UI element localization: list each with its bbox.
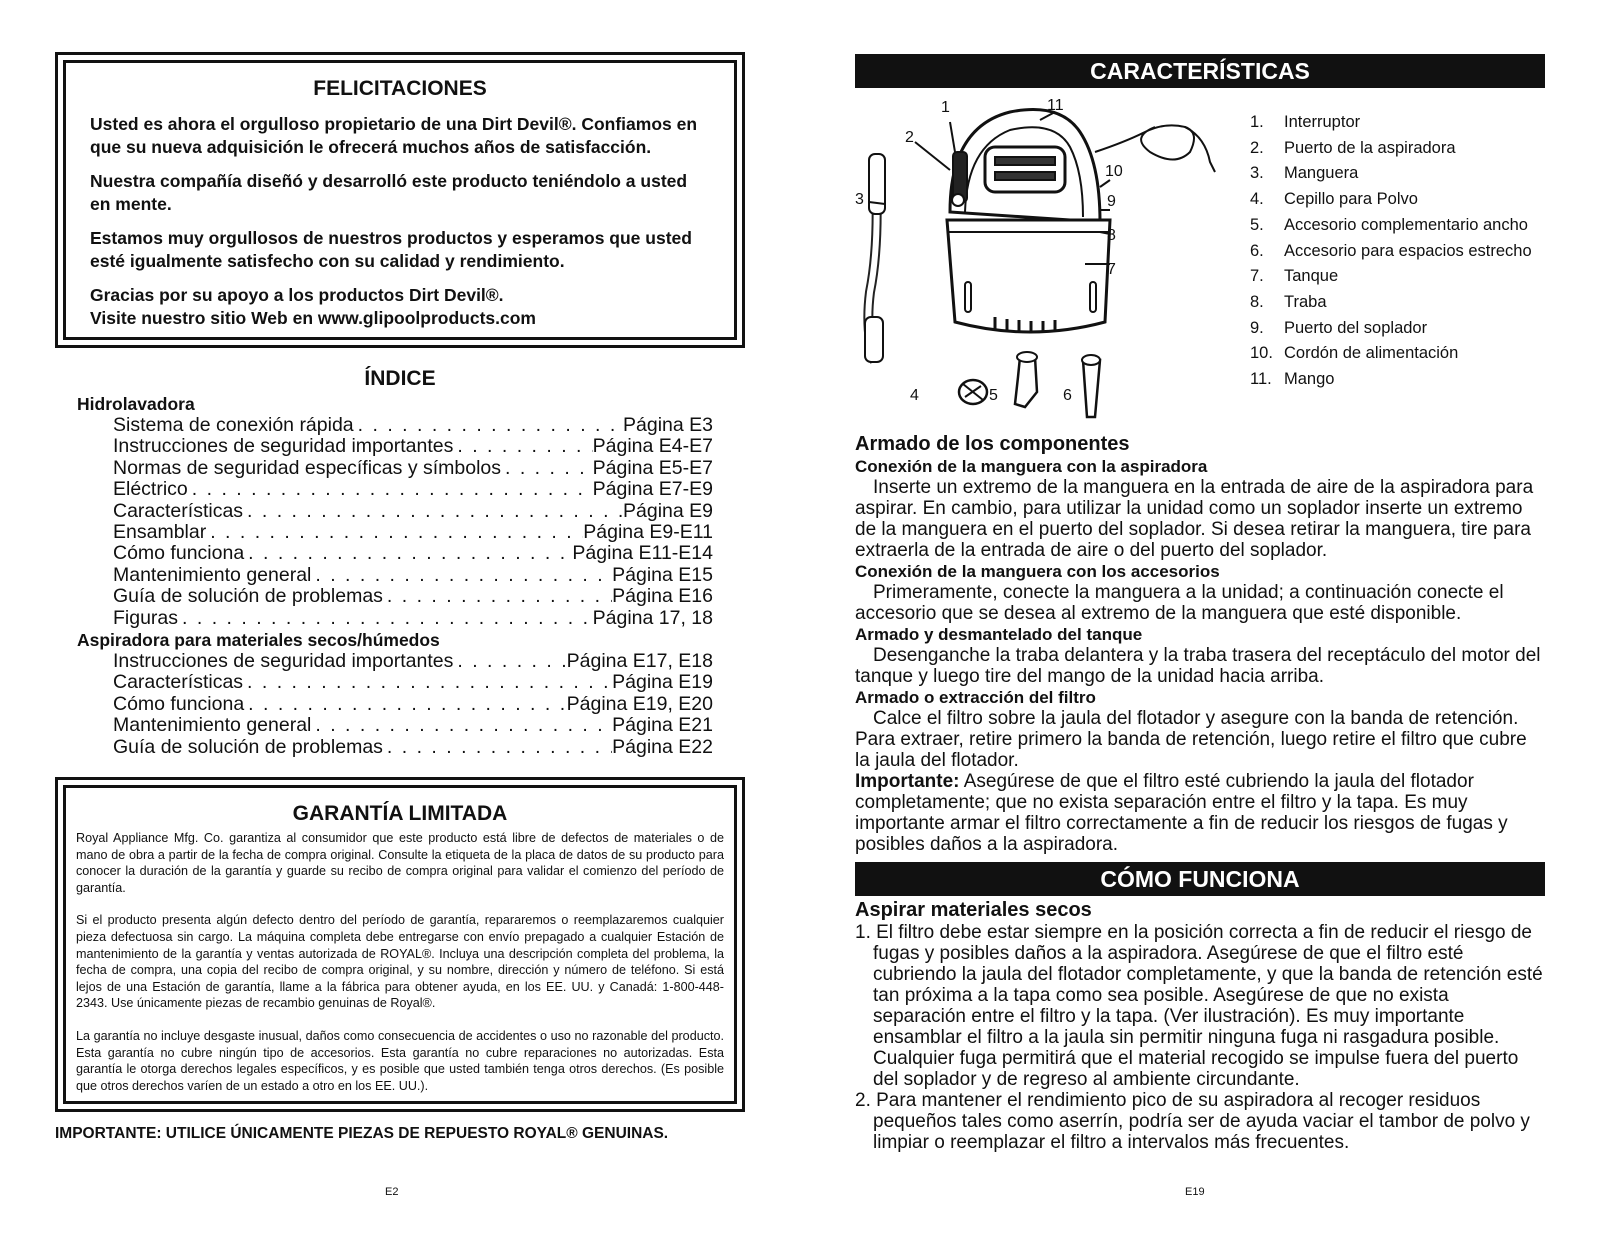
armado-text: Desenganche la traba delantera y la traba trasera del receptáculo del motor del tanque y luego tire del mango de la unidad hacia arriba. xyxy=(855,645,1541,687)
indice-row-page: Página E19, E20 xyxy=(566,693,713,715)
como-item: 2. Para mantener el rendimiento pico de su aspiradora al recoger residuos pequeños tales como aserrín, podría ser de ayuda vaciar el tambor de polvo y limpiar o reemplazar el filtro a intervalos más frecuentes. xyxy=(855,1090,1530,1153)
armado-title: Armado de los componentes xyxy=(855,433,1130,455)
diagram-label-6: 6 xyxy=(1063,387,1072,404)
felicitaciones-title: FELICITACIONES xyxy=(313,77,487,100)
right-page xyxy=(855,0,1545,1237)
indice-row-page: Página E4-E7 xyxy=(592,436,713,458)
indice-row-leader xyxy=(206,522,583,543)
indice-title: ÍNDICE xyxy=(364,367,436,390)
caracteristicas-banner: CARACTERÍSTICAS xyxy=(855,54,1545,88)
indice-row-label: Mantenimiento general xyxy=(113,715,312,737)
felicitaciones-paragraph: Estamos muy orgullosos de nuestros productos y esperamos que usted esté igualmente satisfecho con su calidad y rendimiento. xyxy=(90,228,692,271)
indice-row xyxy=(113,565,713,586)
parts-list-number: 6. xyxy=(1250,241,1264,260)
parts-list-label: Mango xyxy=(1284,370,1335,389)
indice-row-label: Figuras xyxy=(113,607,179,629)
indice-row xyxy=(113,522,713,543)
indice-row-label: Guía de solución de problemas xyxy=(113,586,383,608)
diagram-label-4: 4 xyxy=(910,387,919,404)
parts-list-label: Cordón de alimentación xyxy=(1284,344,1459,363)
indice-row xyxy=(113,458,713,479)
armado-heading: Armado y desmantelado del tanque xyxy=(855,625,1143,644)
parts-list xyxy=(1250,110,1532,393)
importante-note: IMPORTANTE: UTILICE ÚNICAMENTE PIEZAS DE REPUESTO ROYAL® GENUINAS. xyxy=(55,1125,669,1142)
indice-row-label: Características xyxy=(113,500,244,522)
indice-row-label: Guía de solución de problemas xyxy=(113,736,383,758)
como-list xyxy=(855,922,1545,1153)
tank-illustration xyxy=(947,220,1110,332)
indice-row-leader xyxy=(243,501,623,522)
felicitaciones-inner xyxy=(63,60,737,340)
vacuum-diagram xyxy=(855,92,1240,422)
indice-row-leader xyxy=(383,586,612,607)
armado-section xyxy=(855,432,1545,855)
felicitaciones-website: Visite nuestro sitio Web en www.glipoolproducts.com xyxy=(90,308,536,328)
garantia-box xyxy=(55,777,745,1112)
diagram-label-11: 11 xyxy=(1047,97,1064,114)
parts-list-item xyxy=(1250,367,1532,393)
parts-list-number: 11. xyxy=(1250,370,1272,389)
indice-row-label: Cómo funciona xyxy=(113,693,245,715)
wide-tool-illustration xyxy=(1015,357,1037,407)
indice-row xyxy=(113,737,713,758)
indice-row-page: Página E15 xyxy=(612,564,713,586)
como-funciona-section xyxy=(855,898,1545,1153)
important-text: Asegúrese de que el filtro esté cubriendo la jaula del flotador completamente; que no exista separación entre el filtro y la tapa. Es muy importante armar el filtro correctamente a fin de reducir los riesgos de fugas y posibles daños a la aspiradora. xyxy=(855,771,1508,855)
indice-row-page: Página E21 xyxy=(612,715,713,737)
garantia-paragraph: Si el producto presenta algún defecto dentro del período de garantía, repararemos o reemplazaremos cualquier pieza defectuosa sin cargo. La máquina completa debe entregarse con envío prepagado a cualquier Estación de mantenimiento de la garantía y ventas autorizada de ROYAL®. Incluya una descripción completa del problema, la fecha de compra, una copia del recibo de compra original, y su nombre, dirección y número de teléfono. Si está lejos de una Estación de garantía, llame a la fábrica para obtener ayuda, en los EE. UU. y Canadá: 1-800-448-2343. Use únicamente piezas de recambio genuinas de Royal®. xyxy=(76,913,724,1011)
diagram-label-5: 5 xyxy=(989,387,998,404)
indice-row-leader xyxy=(311,715,612,736)
parts-list-item xyxy=(1250,264,1532,290)
garantia-paragraph: La garantía no incluye desgaste inusual, daños como consecuencia de accidentes o uso no razonable del producto. Esta garantía no cubre ningún tipo de accesorios. Esta garantía no cubre reparaciones no autorizadas. Esta garantía le otorga derechos legales específicos, y es posible que usted también tenga otros derechos. (Es posible que otros derechos varíen de un estado a otro en los EE. UU.). xyxy=(76,1028,724,1093)
indice-section-title: Aspiradora para materiales secos/húmedos xyxy=(77,630,440,651)
armado-important xyxy=(855,771,1545,855)
como-funciona-banner: CÓMO FUNCIONA xyxy=(855,862,1545,896)
indice-row xyxy=(113,608,713,629)
parts-list-number: 2. xyxy=(1250,138,1264,157)
indice-row-leader xyxy=(501,458,593,479)
parts-list-label: Puerto del soplador xyxy=(1284,318,1428,337)
indice-row-page: Página E22 xyxy=(612,736,713,758)
como-item: 1. El filtro debe estar siempre en la posición correcta a fin de reducir el riesgo de fugas y posibles daños a la aspiradora. Asegúrese de que el filtro esté cubriendo la jaula del flotador completamente, y que la banda de retención esté tan próxima a la tapa como sea posible. Asegúrese de que no exista separación entre el filtro y la tapa. (Ver ilustración). Es muy importante ensamblar el filtro a la jaula sin permitir ninguna fuga ni rasgadura posible. Cualquier fuga permitirá que el material recogido se impulse fuera del puerto del soplador y de regreso al ambiente circundante. xyxy=(855,922,1543,1090)
parts-list-number: 10. xyxy=(1250,344,1273,363)
parts-list-item xyxy=(1250,213,1532,239)
parts-list-number: 9. xyxy=(1250,318,1264,337)
garantia-title: GARANTÍA LIMITADA xyxy=(292,802,508,825)
page-number: E2 xyxy=(385,1186,399,1198)
parts-list-label: Tanque xyxy=(1284,267,1339,286)
indice-row-leader xyxy=(243,672,612,693)
parts-list-label: Accesorio complementario ancho xyxy=(1284,215,1528,234)
parts-list-item xyxy=(1250,239,1532,265)
indice-row-leader xyxy=(354,415,623,436)
indice-row-page: Página E11-E14 xyxy=(572,543,713,565)
indice-row-leader xyxy=(244,543,572,564)
parts-list-label: Manguera xyxy=(1284,164,1359,183)
diagram-label-7: 7 xyxy=(1107,261,1116,278)
parts-list-item xyxy=(1250,341,1532,367)
indice xyxy=(55,367,745,758)
parts-list-item xyxy=(1250,161,1532,187)
indice-row-label: Mantenimiento general xyxy=(113,564,312,586)
indice-row-label: Eléctrico xyxy=(113,479,188,501)
indice-row-leader xyxy=(244,694,566,715)
felicitaciones-box xyxy=(55,52,745,348)
indice-section-rows xyxy=(55,415,745,629)
felicitaciones-paragraph: Nuestra compañía diseñó y desarrolló este producto teniéndolo a usted en mente. xyxy=(90,171,688,214)
armado-heading: Conexión de la manguera con la aspiradora xyxy=(855,457,1208,476)
armado-text: Calce el filtro sobre la jaula del flotador y asegure con la banda de retención. Para extraer, retire primero la banda de retención, luego retire el filtro que cubre la jaula del flotador. xyxy=(855,708,1527,771)
indice-row-page: Página E17, E18 xyxy=(566,651,713,673)
indice-row xyxy=(113,501,713,522)
armado-heading: Armado o extracción del filtro xyxy=(855,688,1096,707)
armado-text: Inserte un extremo de la manguera en la entrada de aire de la aspiradora para aspirar. En cambio, para utilizar la unidad como un soplador inserte un extremo de la manguera en el puerto del soplador. Si desea retirar la manguera, tire para extraerla de la entrada de aire o del puerto del soplador. xyxy=(855,477,1534,561)
parts-list-number: 3. xyxy=(1250,164,1264,183)
garantia-paragraph: Royal Appliance Mfg. Co. garantiza al consumidor que este producto está libre de defectos de materiales o de mano de obra a partir de la fecha de compra original. Consulte la etiqueta de la placa de datos de su producto para conocer la duración de la garantía y guarde su recibo de compra original para validar el comienzo del período de garantía. xyxy=(76,831,724,895)
armado-heading: Conexión de la manguera con los accesorios xyxy=(855,562,1220,581)
armado-text: Primeramente, conecte la manguera a la unidad; a continuación conecte el accesorio que se desea al extremo de la manguera que esté disponible. xyxy=(855,582,1504,624)
felicitaciones-paragraph: Usted es ahora el orgulloso propietario de una Dirt Devil®. Confiamos en que su nueva adquisición le ofrecerá muchos años de satisfacción. xyxy=(90,114,698,157)
indice-row-label: Instrucciones de seguridad importantes xyxy=(113,651,454,673)
indice-row-page: Página E7-E9 xyxy=(592,479,713,501)
parts-list-item xyxy=(1250,290,1532,316)
page-number: E19 xyxy=(1185,1186,1205,1198)
indice-row-leader xyxy=(453,651,566,672)
parts-list-number: 7. xyxy=(1250,267,1264,286)
important-label: Importante: xyxy=(855,771,960,792)
indice-row-page: Página E9-E11 xyxy=(583,522,713,544)
parts-list-label: Cepillo para Polvo xyxy=(1284,190,1418,209)
como-subtitle: Aspirar materiales secos xyxy=(855,899,1092,921)
parts-list-label: Traba xyxy=(1284,292,1327,311)
parts-list-label: Interruptor xyxy=(1284,113,1361,131)
indice-section-rows xyxy=(55,651,745,758)
indice-row-leader xyxy=(178,608,593,629)
indice-row xyxy=(113,436,713,457)
diagram-label-1: 1 xyxy=(941,99,950,116)
crevice-tool-illustration xyxy=(1083,360,1100,417)
diagram-label-8: 8 xyxy=(1107,227,1116,244)
diagram-label-2: 2 xyxy=(905,129,914,146)
felicitaciones-paragraph xyxy=(90,284,710,330)
indice-section-title: Hidrolavadora xyxy=(77,394,195,414)
parts-list-item xyxy=(1250,316,1532,342)
indice-row xyxy=(113,715,713,736)
indice-row-leader xyxy=(453,436,592,457)
parts-list-number: 8. xyxy=(1250,292,1264,311)
indice-row-page: Página E16 xyxy=(612,586,713,608)
felicitaciones-thanks: Gracias por su apoyo a los productos Dirt Devil®. xyxy=(90,285,504,305)
diagram-label-9: 9 xyxy=(1107,193,1116,210)
parts-list-number: 5. xyxy=(1250,215,1264,234)
indice-row-page: Página E3 xyxy=(623,415,713,436)
indice-row-label: Instrucciones de seguridad importantes xyxy=(113,436,454,458)
indice-row-page: Página E19 xyxy=(612,672,713,694)
indice-row-label: Normas de seguridad específicas y símbolos xyxy=(113,457,502,479)
indice-row-label: Cómo funciona xyxy=(113,543,245,565)
parts-list-label: Puerto de la aspiradora xyxy=(1284,138,1456,157)
indice-row-page: Página E5-E7 xyxy=(592,457,713,479)
left-page xyxy=(55,0,745,1237)
indice-row xyxy=(113,586,713,607)
indice-row-leader xyxy=(188,479,593,500)
indice-row xyxy=(113,694,713,715)
parts-list-item xyxy=(1250,136,1532,162)
parts-list-item xyxy=(1250,187,1532,213)
indice-row-page: Página E9 xyxy=(623,500,713,522)
indice-row xyxy=(113,415,713,436)
indice-row xyxy=(113,651,713,672)
parts-list-item xyxy=(1250,110,1532,136)
diagram-label-10: 10 xyxy=(1105,163,1123,180)
indice-row-label: Sistema de conexión rápida xyxy=(113,415,354,436)
indice-row-label: Ensamblar xyxy=(113,522,207,544)
indice-row xyxy=(113,672,713,693)
parts-list-number: 4. xyxy=(1250,190,1264,209)
indice-row-leader xyxy=(311,565,612,586)
indice-row-leader xyxy=(383,737,612,758)
indice-row xyxy=(113,543,713,564)
indice-row-label: Características xyxy=(113,672,244,694)
parts-list-number: 1. xyxy=(1250,113,1264,131)
parts-list-label: Accesorio para espacios estrecho xyxy=(1284,241,1532,260)
cord-illustration xyxy=(1095,125,1194,159)
indice-row-page: Página 17, 18 xyxy=(592,607,713,629)
indice-row xyxy=(113,479,713,500)
garantia-inner xyxy=(63,785,737,1104)
diagram-label-3: 3 xyxy=(855,191,864,208)
